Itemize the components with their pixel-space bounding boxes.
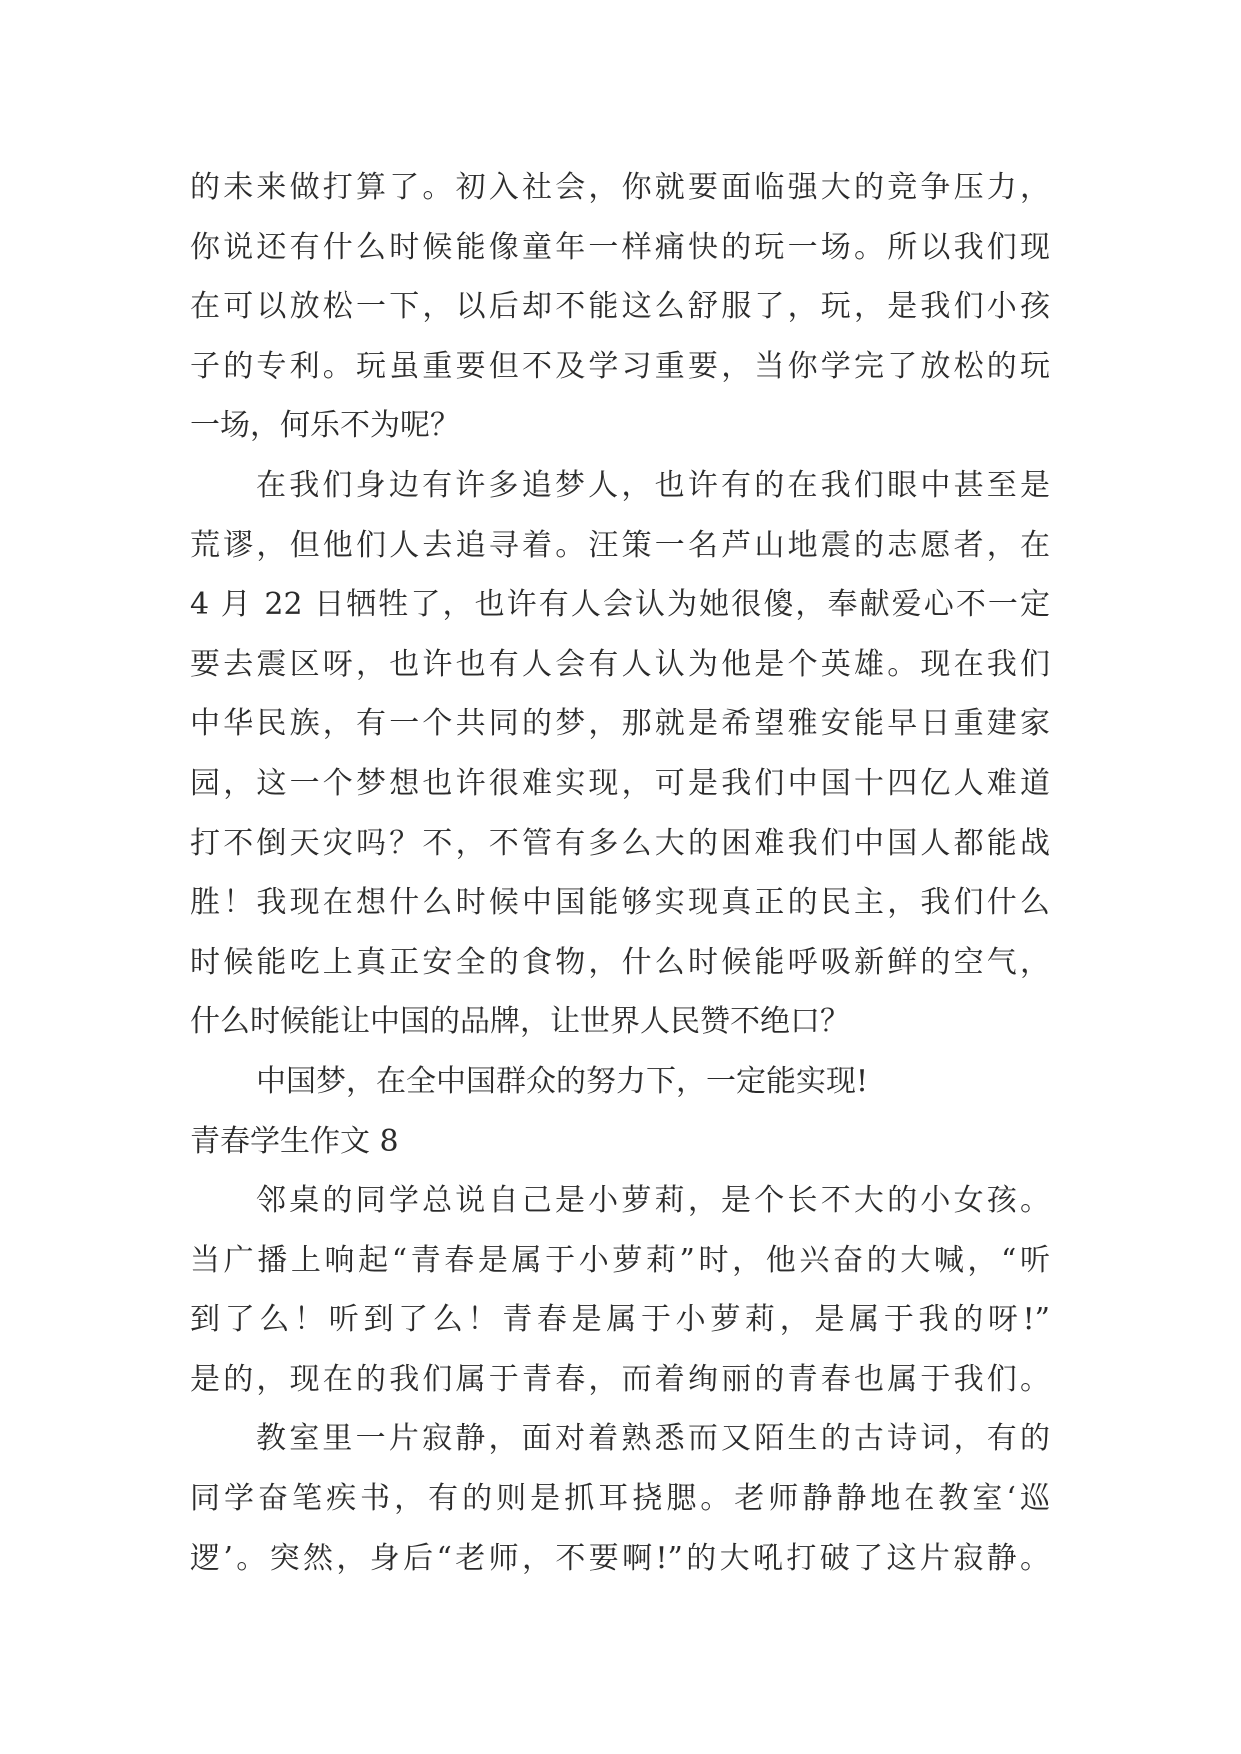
text-line: 逻’。突然，身后“老师，不要啊!”的大吼打破了这片寂静。: [190, 1540, 1050, 1576]
paragraph-3: [190, 1052, 1050, 1112]
text-line: 时候能吃上真正安全的食物，什么时候能呼吸新鲜的空气，: [190, 944, 1050, 980]
text-line: 你说还有什么时候能像童年一样痛快的玩一场。所以我们现: [190, 229, 1050, 265]
text-line: 在可以放松一下，以后却不能这么舒服了，玩，是我们小孩: [190, 289, 1050, 325]
document-body: [190, 158, 1050, 1588]
text-line: 园，这一个梦想也许很难实现，可是我们中国十四亿人难道: [190, 765, 1050, 801]
text-line: 邻桌的同学总说自己是小萝莉，是个长不大的小女孩。: [256, 1183, 1050, 1219]
text-line: 荒谬，但他们人去追寻着。汪策一名芦山地震的志愿者，在: [190, 527, 1050, 563]
paragraph-1: [190, 158, 1050, 456]
paragraph-4: [190, 1171, 1050, 1409]
text-line: 子的专利。玩虽重要但不及学习重要，当你学完了放松的玩: [190, 348, 1050, 384]
text-line: 4 月 22 日牺牲了，也许有人会认为她很傻，奉献爱心不一定: [190, 587, 1050, 623]
text-line: 当广播上响起“青春是属于小萝莉”时，他兴奋的大喊，“听: [190, 1242, 1050, 1278]
text-line: 打不倒天灾吗？不，不管有多么大的困难我们中国人都能战: [190, 825, 1050, 861]
text-line: 的未来做打算了。初入社会，你就要面临强大的竞争压力，: [190, 170, 1050, 205]
text-line: 教室里一片寂静，面对着熟悉而又陌生的古诗词，有的: [256, 1421, 1050, 1457]
text-line: 中国梦，在全中国群众的努力下，一定能实现!: [256, 1063, 869, 1099]
text-line: 中华民族，有一个共同的梦，那就是希望雅安能早日重建家: [190, 706, 1050, 742]
section-heading: 青春学生作文 8: [190, 1123, 399, 1159]
text-line: 到了么！听到了么！青春是属于小萝莉，是属于我的呀!”: [190, 1302, 1050, 1338]
text-line: 是的，现在的我们属于青春，而着绚丽的青春也属于我们。: [190, 1361, 1050, 1397]
text-line: 胜！我现在想什么时候中国能够实现真正的民主，我们什么: [190, 885, 1050, 921]
text-line: 一场，何乐不为呢？: [190, 408, 460, 444]
text-line: 同学奋笔疾书，有的则是抓耳挠腮。老师静静地在教室‘巡: [190, 1481, 1050, 1517]
paragraph-5: [190, 1409, 1050, 1588]
text-line: 什么时候能让中国的品牌，让世界人民赞不绝口？: [190, 1004, 850, 1040]
text-line: 在我们身边有许多追梦人，也许有的在我们眼中甚至是: [256, 467, 1050, 503]
text-line: 要去震区呀，也许也有人会有人认为他是个英雄。现在我们: [190, 646, 1050, 682]
paragraph-2: [190, 456, 1050, 1052]
